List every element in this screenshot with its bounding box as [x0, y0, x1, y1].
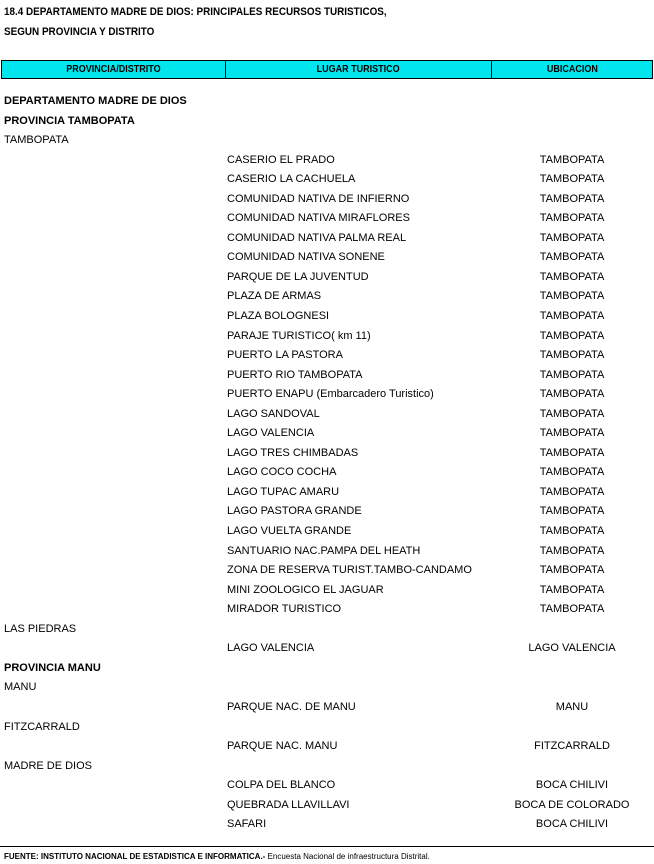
header-provincia-distrito: PROVINCIA/DISTRITO [2, 61, 226, 78]
table-row [0, 776, 654, 796]
cell-lugar-turistico: LAGO TRES CHIMBADAS [227, 446, 359, 459]
cell-lugar-turistico: PLAZA BOLOGNESI [227, 310, 330, 323]
table-row [0, 542, 654, 562]
cell-ubicacion: TAMBOPATA [539, 407, 605, 420]
cell-ubicacion: TAMBOPATA [539, 505, 605, 518]
table-row [0, 170, 654, 190]
cell-ubicacion: TAMBOPATA [539, 192, 605, 205]
cell-provincia-distrito: TAMBOPATA [4, 134, 69, 147]
table-row [0, 737, 654, 757]
cell-ubicacion: TAMBOPATA [539, 446, 605, 459]
cell-ubicacion: TAMBOPATA [539, 485, 605, 498]
cell-ubicacion: TAMBOPATA [539, 270, 605, 283]
table-header [1, 60, 653, 79]
table-row [0, 502, 654, 522]
cell-ubicacion: TAMBOPATA [539, 251, 605, 264]
table-row [0, 815, 654, 835]
table-row [0, 718, 654, 738]
table-row [0, 268, 654, 288]
cell-ubicacion: TAMBOPATA [539, 564, 605, 577]
cell-ubicacion: BOCA CHILIVI [535, 779, 609, 792]
table-row [0, 131, 654, 151]
cell-provincia-distrito: PROVINCIA TAMBOPATA [4, 114, 135, 127]
cell-ubicacion: FITZCARRALD [534, 740, 610, 753]
cell-lugar-turistico: SAFARI [227, 818, 267, 831]
page-title-line-1: 18.4 DEPARTAMENTO MADRE DE DIOS: PRINCIPALES RECURSOS TURISTICOS, [4, 6, 387, 18]
cell-lugar-turistico: LAGO VALENCIA [227, 642, 315, 655]
table-row [0, 463, 654, 483]
cell-lugar-turistico: MINI ZOOLOGICO EL JAGUAR [227, 583, 384, 596]
cell-ubicacion: TAMBOPATA [539, 349, 605, 362]
cell-lugar-turistico: SANTUARIO NAC.PAMPA DEL HEATH [227, 544, 421, 557]
cell-ubicacion: TAMBOPATA [539, 153, 605, 166]
cell-lugar-turistico: PLAZA DE ARMAS [227, 290, 322, 303]
cell-provincia-distrito: MANU [4, 681, 37, 694]
table-row [0, 659, 654, 679]
cell-ubicacion: TAMBOPATA [539, 368, 605, 381]
cell-ubicacion: TAMBOPATA [539, 329, 605, 342]
table-row [0, 757, 654, 777]
table-row [0, 92, 654, 112]
cell-lugar-turistico: COMUNIDAD NATIVA MIRAFLORES [227, 212, 410, 225]
table-row [0, 483, 654, 503]
footer-source-label: FUENTE: INSTITUTO NACIONAL DE ESTADISTICA E INFORMATICA.- [4, 852, 266, 861]
table-row [0, 581, 654, 601]
cell-provincia-distrito: LAS PIEDRAS [4, 622, 77, 635]
cell-provincia-distrito: MADRE DE DIOS [4, 759, 93, 772]
cell-lugar-turistico: COMUNIDAD NATIVA DE INFIERNO [227, 192, 410, 205]
cell-lugar-turistico: QUEBRADA LLAVILLAVI [227, 798, 350, 811]
cell-lugar-turistico: PUERTO RIO TAMBOPATA [227, 368, 363, 381]
cell-lugar-turistico: LAGO COCO COCHA [227, 466, 337, 479]
cell-lugar-turistico: LAGO PASTORA GRANDE [227, 505, 362, 518]
cell-lugar-turistico: LAGO VUELTA GRANDE [227, 525, 352, 538]
table-row [0, 522, 654, 542]
cell-lugar-turistico: PARQUE NAC. DE MANU [227, 700, 356, 713]
table-row [0, 366, 654, 386]
cell-provincia-distrito: FITZCARRALD [4, 720, 80, 733]
cell-provincia-distrito: DEPARTAMENTO MADRE DE DIOS [4, 95, 187, 107]
cell-ubicacion: BOCA DE COLORADO [514, 798, 630, 811]
cell-lugar-turistico: PARQUE DE LA JUVENTUD [227, 270, 369, 283]
cell-lugar-turistico: COMUNIDAD NATIVA SONENE [227, 251, 385, 264]
table-row [0, 112, 654, 132]
table-row [0, 698, 654, 718]
cell-ubicacion: MANU [555, 700, 589, 713]
table-row [0, 600, 654, 620]
table-row [0, 385, 654, 405]
cell-lugar-turistico: PUERTO ENAPU (Embarcadero Turistico) [227, 388, 434, 401]
cell-ubicacion: TAMBOPATA [539, 173, 605, 186]
table-row [0, 229, 654, 249]
cell-ubicacion: TAMBOPATA [539, 212, 605, 225]
table-row [0, 327, 654, 347]
cell-lugar-turistico: LAGO TUPAC AMARU [227, 485, 340, 498]
table-row [0, 307, 654, 327]
cell-lugar-turistico: CASERIO EL PRADO [227, 153, 335, 166]
cell-ubicacion: TAMBOPATA [539, 603, 605, 616]
table-row [0, 346, 654, 366]
header-lugar-turistico: LUGAR TURISTICO [226, 61, 492, 78]
cell-lugar-turistico: ZONA DE RESERVA TURIST.TAMBO-CANDAMO [227, 564, 472, 577]
cell-ubicacion: TAMBOPATA [539, 388, 605, 401]
header-ubicacion: UBICACION [546, 64, 598, 75]
footer-source-detail: Encuesta Nacional de infraestructura Distrital. [265, 852, 430, 861]
cell-ubicacion: TAMBOPATA [539, 583, 605, 596]
table-row [0, 620, 654, 640]
cell-provincia-distrito: PROVINCIA MANU [4, 661, 101, 674]
cell-lugar-turistico: LAGO SANDOVAL [227, 407, 320, 420]
cell-lugar-turistico: PARAJE TURISTICO( km 11) [227, 329, 371, 342]
cell-ubicacion: TAMBOPATA [539, 466, 605, 479]
cell-lugar-turistico: PARQUE NAC. MANU [227, 740, 338, 753]
cell-lugar-turistico: PUERTO LA PASTORA [227, 349, 343, 362]
cell-ubicacion: TAMBOPATA [539, 290, 605, 303]
cell-lugar-turistico: COMUNIDAD NATIVA PALMA REAL [227, 231, 407, 244]
table-row [0, 190, 654, 210]
footer-source [4, 852, 430, 861]
cell-lugar-turistico: CASERIO LA CACHUELA [227, 173, 356, 186]
table-row [0, 287, 654, 307]
table-row [0, 639, 654, 659]
cell-ubicacion: TAMBOPATA [539, 525, 605, 538]
table-row [0, 248, 654, 268]
page-title-line-2: SEGUN PROVINCIA Y DISTRITO [4, 26, 155, 38]
cell-ubicacion: LAGO VALENCIA [528, 642, 616, 655]
cell-lugar-turistico: COLPA DEL BLANCO [227, 779, 336, 792]
table-row [0, 151, 654, 171]
table-row [0, 444, 654, 464]
cell-ubicacion: BOCA CHILIVI [535, 818, 609, 831]
table-body [0, 92, 654, 835]
cell-ubicacion: TAMBOPATA [539, 427, 605, 440]
table-row [0, 405, 654, 425]
footer-divider [0, 846, 654, 847]
table-row [0, 424, 654, 444]
table-row [0, 561, 654, 581]
cell-lugar-turistico: MIRADOR TURISTICO [227, 603, 342, 616]
cell-lugar-turistico: LAGO VALENCIA [227, 427, 315, 440]
table-row [0, 796, 654, 816]
table-row [0, 209, 654, 229]
cell-ubicacion: TAMBOPATA [539, 310, 605, 323]
table-row [0, 678, 654, 698]
cell-ubicacion: TAMBOPATA [539, 544, 605, 557]
cell-ubicacion: TAMBOPATA [539, 231, 605, 244]
